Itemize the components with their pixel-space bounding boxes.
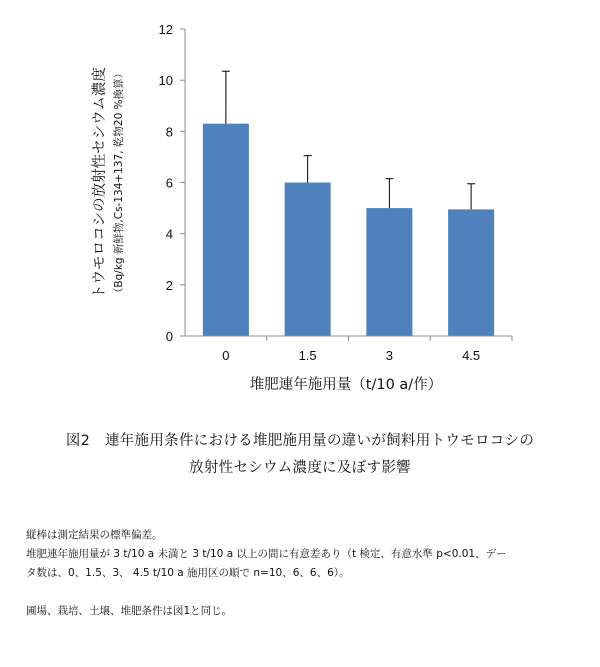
bar-2 — [366, 208, 412, 336]
plot-area — [159, 22, 512, 363]
note-line-1: 縦棒は測定結果の標準偏差。 — [26, 529, 163, 541]
y-tick-label-4: 8 — [165, 124, 173, 140]
y-axis-title — [90, 67, 125, 299]
y-tick-label-3: 6 — [165, 175, 173, 191]
x-axis-label: 堆肥連年施用量（t/10 a/作） — [249, 377, 443, 393]
note-line-2: 堆肥連年施用量が 3 t/10 a 未満と 3 t/10 a 以上の間に有意差あり（t 検定、有意水準 p<0.01、デー — [26, 548, 507, 560]
note-line-4: 圃場、栽培、土壌、堆肥条件は図1と同じ。 — [26, 605, 233, 617]
y-axis-sublabel: （Bq/kg 新鮮物,Cs-134+137, 乾物20 %換算） — [113, 67, 125, 299]
bar-0 — [203, 124, 249, 336]
bar-1 — [285, 183, 331, 337]
note-line-3: タ数は、0、1.5、3、 4.5 t/10 a 施用区の順で n=10、6、6、6）。 — [26, 567, 350, 579]
y-tick-label-1: 2 — [165, 277, 173, 293]
figure-caption — [0, 428, 600, 482]
y-tick-label-6: 12 — [158, 22, 173, 37]
x-tick-label-3: 4.5 — [462, 348, 481, 363]
bar-3 — [448, 209, 494, 336]
x-tick-label-2: 3 — [385, 348, 393, 363]
caption-line-2: 放射性セシウム濃度に及ぼす影響 — [189, 460, 411, 476]
y-tick-label-0: 0 — [165, 329, 173, 344]
y-tick-label-5: 10 — [158, 73, 173, 89]
caption-line-1: 図2 連年施用条件における堆肥施用量の違いが飼料用トウモロコシの — [65, 433, 535, 449]
figure-notes — [26, 526, 591, 621]
x-tick-label-0: 0 — [222, 348, 230, 363]
y-axis-label: トウモロコシの放射性セシウム濃度 — [92, 67, 108, 299]
y-tick-label-2: 4 — [165, 226, 173, 242]
x-tick-label-1: 1.5 — [298, 348, 317, 363]
